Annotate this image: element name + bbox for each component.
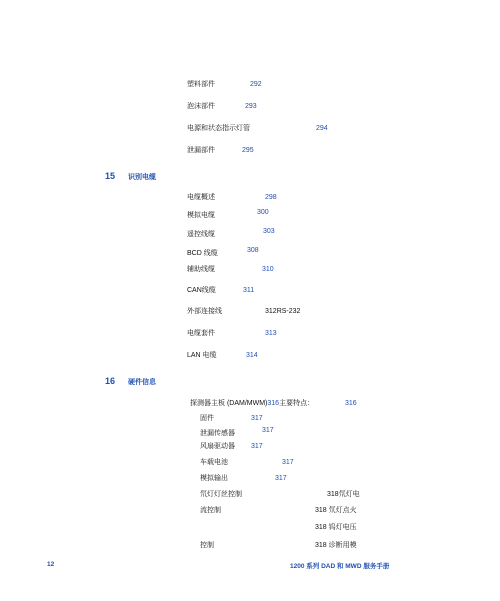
toc-label: CAN线缆 (187, 287, 216, 294)
toc-page[interactable]: 293 (245, 103, 257, 110)
toc-page-with-suffix[interactable] (327, 490, 360, 499)
toc-page-with-suffix[interactable] (315, 506, 357, 515)
toc-suffix: 氘灯点火 (328, 507, 357, 514)
toc-page-with-suffix[interactable] (315, 541, 357, 550)
toc-page[interactable]: 292 (250, 81, 262, 88)
chapter-number: 15 (105, 171, 116, 181)
toc-label: BCD 线缆 (187, 250, 218, 257)
toc-page[interactable]: 310 (262, 266, 274, 273)
toc-page[interactable]: 318 (315, 542, 327, 549)
toc-page[interactable]: 318 (315, 507, 327, 514)
toc-page[interactable]: 298 (265, 194, 277, 201)
chapter-title[interactable]: 识别电缆 (128, 174, 156, 181)
toc-page[interactable]: 317 (251, 443, 263, 450)
toc-page[interactable]: 317 (251, 415, 263, 422)
toc-page[interactable]: 311 (243, 287, 255, 294)
toc-suffix: 诊断用模 (328, 542, 357, 549)
toc-entry-board[interactable] (190, 399, 314, 408)
toc-label: 泄漏传感器 (200, 430, 235, 437)
toc-label: 模拟电缆 (187, 212, 215, 219)
toc-label: 探测器主板 (DAM/MWM) (190, 400, 268, 407)
toc-label: 车载电池 (200, 459, 228, 466)
toc-page[interactable]: 303 (263, 228, 275, 235)
toc-page[interactable]: 313 (265, 330, 277, 337)
chapter-title[interactable]: 硬件信息 (128, 379, 156, 386)
chapter-number: 16 (105, 376, 116, 386)
toc-label: 模拟输出 (200, 475, 228, 482)
toc-page[interactable]: 294 (316, 125, 328, 132)
toc-label: 塑料部件 (187, 81, 215, 88)
toc-page[interactable]: 316 (345, 400, 357, 407)
toc-label: 氘灯灯丝控制 (200, 491, 242, 498)
toc-label: 泄漏部件 (187, 147, 215, 154)
toc-page[interactable]: 316 (267, 400, 280, 407)
toc-suffix: 氘灯电 (338, 491, 360, 498)
footer-page-number: 12 (47, 561, 55, 568)
toc-suffix: 钨灯电压 (328, 524, 357, 531)
toc-label: 外部连接线 (187, 308, 222, 315)
toc-page[interactable]: 318 (327, 491, 339, 498)
toc-label: 电缆套件 (187, 330, 215, 337)
toc-label: 控制 (200, 542, 214, 549)
toc-page[interactable]: 295 (242, 147, 254, 154)
toc-page[interactable]: 318 (315, 524, 327, 531)
toc-suffix: 主要特点： (279, 400, 315, 407)
toc-label: LAN 电缆 (187, 352, 217, 359)
toc-page-with-suffix[interactable] (265, 307, 300, 316)
toc-label: 固件 (200, 415, 214, 422)
toc-page[interactable]: 317 (275, 475, 287, 482)
toc-label: 电缆概述 (187, 194, 215, 201)
footer-title: 1200 系列 DAD 和 MWD 服务手册 (290, 563, 390, 570)
toc-page[interactable]: 317 (262, 427, 274, 434)
toc-label: 泡沫部件 (187, 103, 215, 110)
toc-label: 遥控线缆 (187, 231, 215, 238)
toc-label: 辅助线缆 (187, 266, 215, 273)
toc-page[interactable]: 314 (246, 352, 258, 359)
toc-page[interactable]: 300 (257, 209, 269, 216)
toc-label: 风扇驱动器 (200, 443, 235, 450)
toc-label: 电源和状态指示灯管 (187, 125, 250, 132)
toc-suffix: RS-232 (276, 308, 301, 315)
toc-label: 流控制 (200, 507, 221, 514)
toc-page-with-suffix[interactable] (315, 523, 357, 532)
toc-page[interactable]: 312 (265, 308, 277, 315)
toc-page[interactable]: 317 (282, 459, 294, 466)
toc-page[interactable]: 308 (247, 247, 259, 254)
